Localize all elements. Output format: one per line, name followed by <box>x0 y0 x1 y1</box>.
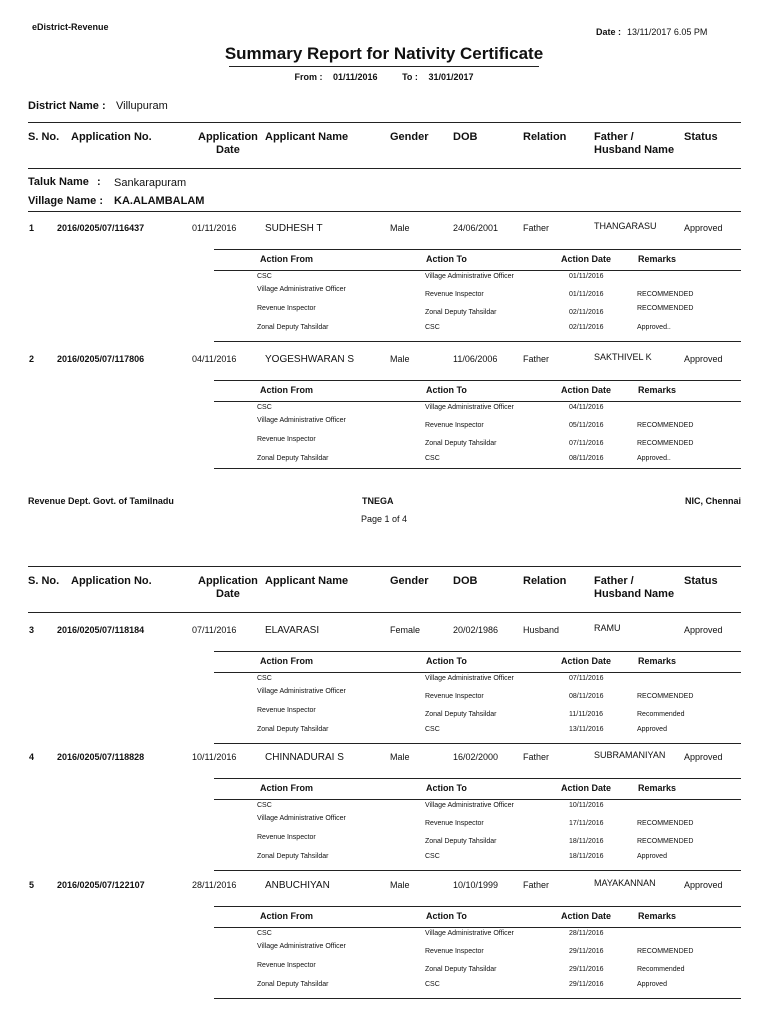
cell-relation: Father <box>523 880 550 890</box>
action-header-from: Action From <box>260 656 313 666</box>
action-date: 29/11/2016 <box>569 948 604 955</box>
action-remarks: RECOMMENDED <box>637 422 694 429</box>
header-top-rule-page2 <box>28 566 741 567</box>
cell-status: Approved <box>684 880 723 890</box>
cell-app-date: 04/11/2016 <box>192 354 237 364</box>
column-header-name: Applicant Name <box>265 131 349 143</box>
action-header-to: Action To <box>426 656 467 666</box>
action-header-from: Action From <box>260 783 313 793</box>
action-remarks: RECOMMENDED <box>637 948 694 955</box>
action-to: Village Administrative Officer <box>425 930 514 937</box>
action-history-header <box>214 778 741 800</box>
cell-status: Approved <box>684 223 723 233</box>
footer-left: Revenue Dept. Govt. of Tamilnadu <box>28 496 174 506</box>
action-to: Village Administrative Officer <box>425 675 514 682</box>
action-remarks: Approved <box>637 853 667 860</box>
action-to: Village Administrative Officer <box>425 802 514 809</box>
cell-dob: 24/06/2001 <box>453 223 499 233</box>
report-title: Summary Report for Nativity Certificate <box>224 44 544 63</box>
action-header-to: Action To <box>426 385 467 395</box>
column-header-father-2: Husband Name <box>594 144 675 156</box>
action-to: CSC <box>425 324 440 331</box>
action-header-remarks: Remarks <box>638 254 677 264</box>
action-to: Revenue Inspector <box>425 422 484 429</box>
action-to: Zonal Deputy Tahsildar <box>425 838 497 845</box>
action-from: Village Administrative Officer <box>257 688 346 695</box>
cell-app-no: 2016/0205/07/116437 <box>57 223 145 233</box>
cell-dob: 16/02/2000 <box>453 752 499 762</box>
action-to: CSC <box>425 455 440 462</box>
cell-app-no: 2016/0205/07/118828 <box>57 752 145 762</box>
cell-name: ANBUCHIYAN <box>265 880 330 891</box>
action-from: Revenue Inspector <box>257 962 316 969</box>
action-date: 17/11/2016 <box>569 820 604 827</box>
action-date: 08/11/2016 <box>569 693 604 700</box>
column-header-relation: Relation <box>523 131 567 143</box>
column-header-status: Status <box>684 131 718 143</box>
cell-dob: 20/02/1986 <box>453 625 499 635</box>
action-to: Zonal Deputy Tahsildar <box>425 966 497 973</box>
cell-sno: 4 <box>29 752 35 762</box>
action-remarks: RECOMMENDED <box>637 838 694 845</box>
to-value: 31/01/2017 <box>428 72 474 82</box>
action-from: CSC <box>257 273 272 280</box>
district-value: Villupuram <box>116 100 168 112</box>
from-value: 01/11/2016 <box>333 72 378 82</box>
taluk-separator: : <box>97 176 101 188</box>
action-date: 10/11/2016 <box>569 802 604 809</box>
action-header-date: Action Date <box>561 911 612 921</box>
action-remarks: RECOMMENDED <box>637 291 694 298</box>
action-header-to: Action To <box>426 254 467 264</box>
action-from: Revenue Inspector <box>257 834 316 841</box>
cell-gender: Male <box>390 223 410 233</box>
action-remarks: Recommended <box>637 966 685 973</box>
cell-gender: Male <box>390 880 410 890</box>
action-remarks: RECOMMENDED <box>637 693 694 700</box>
action-header-date: Action Date <box>561 385 612 395</box>
action-from: CSC <box>257 930 272 937</box>
action-header-remarks: Remarks <box>638 656 677 666</box>
action-header-from: Action From <box>260 911 313 921</box>
district-label: District Name : <box>28 100 106 112</box>
cell-relation: Father <box>523 354 550 364</box>
cell-sno: 5 <box>29 880 35 890</box>
action-date: 02/11/2016 <box>569 324 604 331</box>
action-header-date: Action Date <box>561 783 612 793</box>
column-header-status: Status <box>684 575 718 587</box>
action-date: 04/11/2016 <box>569 404 604 411</box>
column-header-gender: Gender <box>390 575 429 587</box>
cell-app-no: 2016/0205/07/117806 <box>57 354 145 364</box>
cell-relation: Father <box>523 223 550 233</box>
action-header-remarks: Remarks <box>638 911 677 921</box>
column-header-name: Applicant Name <box>265 575 349 587</box>
cell-relation: Husband <box>523 625 560 635</box>
taluk-label: Taluk Name <box>28 176 89 188</box>
footer-center: TNEGA <box>362 496 394 506</box>
column-header-app-date-1: Application <box>198 131 258 143</box>
column-header-app-date-1: Application <box>198 575 258 587</box>
action-history-bottom-rule <box>214 998 741 999</box>
action-header-date: Action Date <box>561 254 612 264</box>
header-top-rule <box>28 122 741 123</box>
action-to: CSC <box>425 726 440 733</box>
action-history-header <box>214 651 741 673</box>
action-from: Revenue Inspector <box>257 436 316 443</box>
column-header-sno: S. No. <box>28 575 60 587</box>
action-header-from: Action From <box>260 254 313 264</box>
cell-name: CHINNADURAI S <box>265 752 344 763</box>
action-from: Zonal Deputy Tahsildar <box>257 853 329 860</box>
cell-gender: Male <box>390 752 410 762</box>
column-header-app-no: Application No. <box>71 131 152 143</box>
cell-status: Approved <box>684 354 723 364</box>
action-history-bottom-rule <box>214 870 741 871</box>
action-remarks: RECOMMENDED <box>637 820 694 827</box>
action-from: Zonal Deputy Tahsildar <box>257 455 329 462</box>
cell-sno: 3 <box>29 625 35 635</box>
column-header-app-date-2: Date <box>216 144 240 156</box>
action-date: 01/11/2016 <box>569 273 604 280</box>
action-remarks: Approved <box>637 726 667 733</box>
action-date: 18/11/2016 <box>569 838 604 845</box>
action-remarks: RECOMMENDED <box>637 305 694 312</box>
header-bottom-rule <box>28 168 741 169</box>
cell-gender: Male <box>390 354 410 364</box>
action-from: CSC <box>257 675 272 682</box>
cell-app-date: 10/11/2016 <box>192 752 237 762</box>
action-date: 02/11/2016 <box>569 309 604 316</box>
action-header-to: Action To <box>426 911 467 921</box>
action-date: 13/11/2016 <box>569 726 604 733</box>
action-to: CSC <box>425 981 440 988</box>
action-date: 08/11/2016 <box>569 455 604 462</box>
action-remarks: RECOMMENDED <box>637 440 694 447</box>
cell-gender: Female <box>390 625 421 635</box>
action-from: Zonal Deputy Tahsildar <box>257 324 329 331</box>
column-header-father-2: Husband Name <box>594 588 675 600</box>
village-value: KA.ALAMBALAM <box>114 195 205 207</box>
cell-father: SAKTHIVEL K <box>594 352 652 362</box>
action-history-header <box>214 380 741 402</box>
action-to: Revenue Inspector <box>425 693 484 700</box>
action-from: Village Administrative Officer <box>257 943 346 950</box>
action-remarks: Approved <box>637 981 667 988</box>
action-history-bottom-rule <box>214 341 741 342</box>
action-history-bottom-rule <box>214 743 741 744</box>
cell-sno: 1 <box>29 223 35 233</box>
column-header-app-no: Application No. <box>71 575 152 587</box>
action-from: Zonal Deputy Tahsildar <box>257 981 329 988</box>
cell-dob: 10/10/1999 <box>453 880 499 890</box>
action-from: CSC <box>257 404 272 411</box>
cell-father: SUBRAMANIYAN <box>594 750 666 760</box>
action-header-to: Action To <box>426 783 467 793</box>
action-to: Revenue Inspector <box>425 291 484 298</box>
action-date: 28/11/2016 <box>569 930 604 937</box>
taluk-value: Sankarapuram <box>114 177 187 189</box>
action-remarks: Recommended <box>637 711 685 718</box>
cell-status: Approved <box>684 625 723 635</box>
action-date: 05/11/2016 <box>569 422 604 429</box>
action-header-remarks: Remarks <box>638 783 677 793</box>
action-history-header <box>214 906 741 928</box>
from-label: From : <box>294 72 323 82</box>
date-range <box>0 72 768 82</box>
cell-name: YOGESHWARAN S <box>265 354 355 365</box>
action-header-remarks: Remarks <box>638 385 677 395</box>
cell-father: MAYAKANNAN <box>594 878 656 888</box>
column-header-dob: DOB <box>453 131 478 143</box>
action-to: Village Administrative Officer <box>425 273 514 280</box>
cell-app-date: 07/11/2016 <box>192 625 237 635</box>
column-header-father-1: Father / <box>594 575 634 587</box>
action-to: Zonal Deputy Tahsildar <box>425 711 497 718</box>
action-from: Revenue Inspector <box>257 707 316 714</box>
action-from: Village Administrative Officer <box>257 286 346 293</box>
action-to: Revenue Inspector <box>425 820 484 827</box>
cell-father: RAMU <box>594 623 621 633</box>
action-date: 29/11/2016 <box>569 966 604 973</box>
action-header-date: Action Date <box>561 656 612 666</box>
cell-app-date: 01/11/2016 <box>192 223 237 233</box>
action-date: 18/11/2016 <box>569 853 604 860</box>
cell-name: SUDHESH T <box>265 223 323 234</box>
action-header-from: Action From <box>260 385 313 395</box>
village-label: Village Name : <box>28 195 103 207</box>
to-label: To : <box>402 72 418 82</box>
column-header-sno: S. No. <box>28 131 60 143</box>
cell-father: THANGARASU <box>594 221 657 231</box>
column-header-gender: Gender <box>390 131 429 143</box>
cell-relation: Father <box>523 752 550 762</box>
cell-status: Approved <box>684 752 723 762</box>
action-remarks: Approved.. <box>637 324 671 331</box>
cell-dob: 11/06/2006 <box>453 354 498 364</box>
action-to: Revenue Inspector <box>425 948 484 955</box>
action-to: Zonal Deputy Tahsildar <box>425 440 497 447</box>
action-date: 01/11/2016 <box>569 291 604 298</box>
action-from: CSC <box>257 802 272 809</box>
cell-app-date: 28/11/2016 <box>192 880 237 890</box>
header-bottom-rule-page2 <box>28 612 741 613</box>
column-header-relation: Relation <box>523 575 567 587</box>
app-name: eDistrict-Revenue <box>32 22 109 32</box>
title-underline <box>229 66 539 67</box>
page-number: Page 1 of 4 <box>360 514 408 524</box>
action-date: 07/11/2016 <box>569 440 604 447</box>
cell-app-no: 2016/0205/07/118184 <box>57 625 145 635</box>
action-to: CSC <box>425 853 440 860</box>
action-date: 07/11/2016 <box>569 675 604 682</box>
action-history-bottom-rule <box>214 468 741 469</box>
action-date: 11/11/2016 <box>569 711 603 718</box>
column-header-father-1: Father / <box>594 131 634 143</box>
action-to: Zonal Deputy Tahsildar <box>425 309 497 316</box>
column-header-app-date-2: Date <box>216 588 240 600</box>
cell-name: ELAVARASI <box>265 625 320 636</box>
action-from: Revenue Inspector <box>257 305 316 312</box>
action-date: 29/11/2016 <box>569 981 604 988</box>
action-from: Village Administrative Officer <box>257 417 346 424</box>
cell-sno: 2 <box>29 354 35 364</box>
village-rule <box>28 211 741 212</box>
cell-app-no: 2016/0205/07/122107 <box>57 880 145 890</box>
report-date-value: 13/11/2017 6.05 PM <box>627 27 708 37</box>
report-date-label: Date : <box>596 27 622 37</box>
footer-right: NIC, Chennai <box>684 496 741 506</box>
action-from: Village Administrative Officer <box>257 815 346 822</box>
action-from: Zonal Deputy Tahsildar <box>257 726 329 733</box>
action-remarks: Approved.. <box>637 455 671 462</box>
action-to: Village Administrative Officer <box>425 404 514 411</box>
action-history-header <box>214 249 741 271</box>
column-header-dob: DOB <box>453 575 478 587</box>
